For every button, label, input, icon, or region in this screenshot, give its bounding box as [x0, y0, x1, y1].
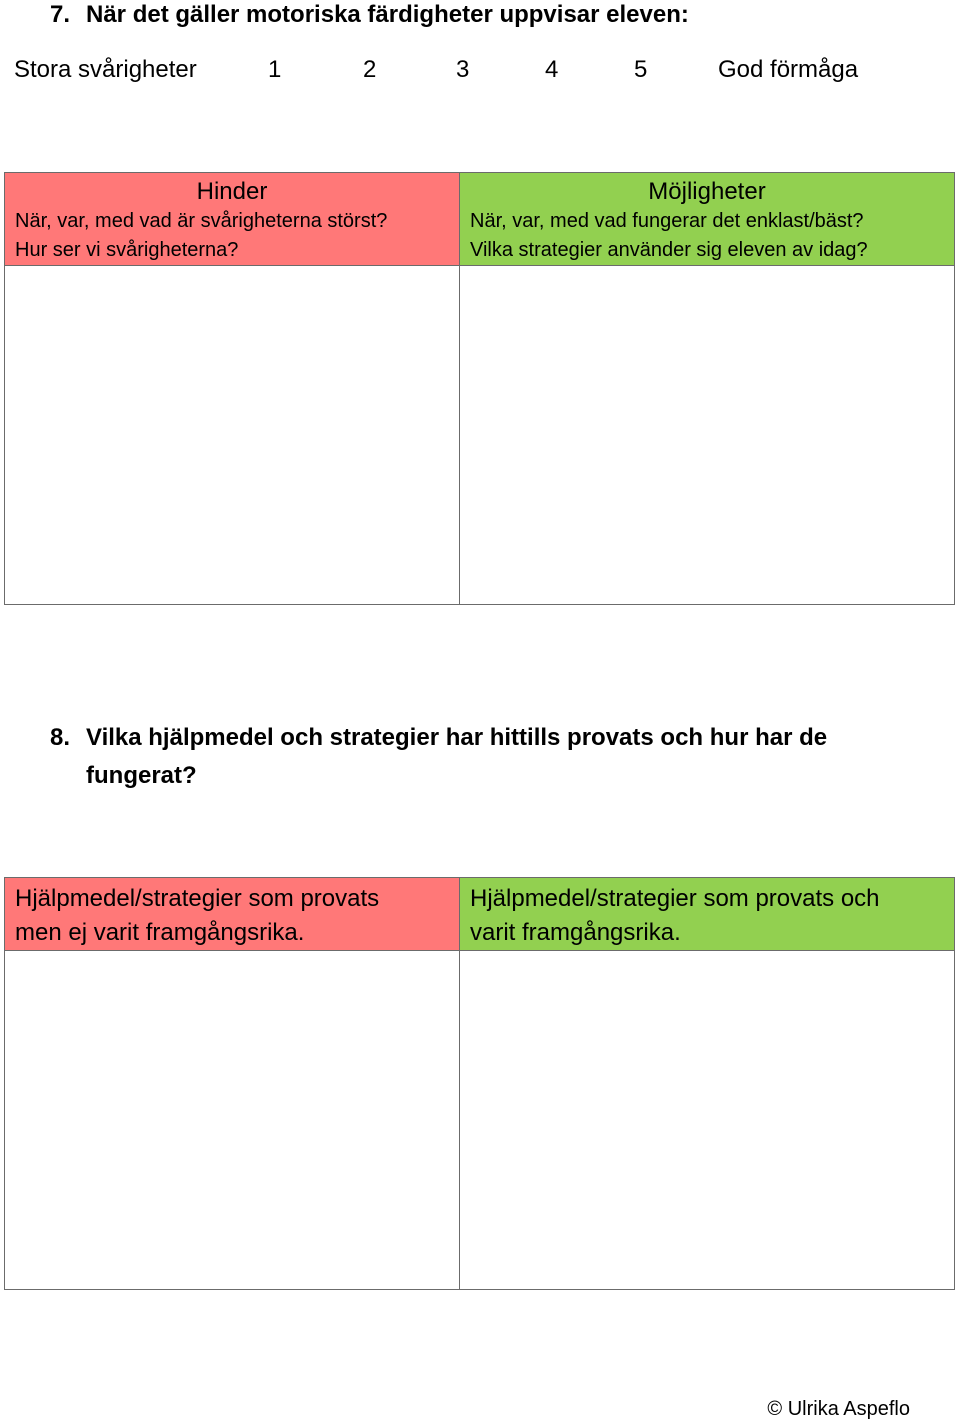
scale-step-4: 4 [545, 56, 559, 83]
successful-strategies-line-1: Hjälpmedel/strategier som provats och [470, 885, 880, 912]
mojligheter-question-1: När, var, med vad fungerar det enklast/bäst? [470, 210, 864, 232]
successful-strategies-header [460, 878, 955, 951]
hinder-header [5, 173, 460, 266]
hinder-question-2: Hur ser vi svårigheterna? [15, 239, 239, 261]
hinder-answer-area[interactable] [5, 266, 460, 605]
strategies-table [4, 877, 955, 1290]
unsuccessful-strategies-header [5, 878, 460, 951]
scale-high-label: God förmåga [718, 56, 859, 83]
scale-low-label: Stora svårigheter [14, 56, 197, 83]
question-8-number: 8. [50, 724, 71, 751]
mojligheter-title: Möjligheter [648, 178, 766, 205]
question-8-title: Vilka hjälpmedel och strategier har hittills provats och hur har de fungerat? [86, 724, 828, 789]
mojligheter-answer-area[interactable] [460, 266, 955, 605]
unsuccessful-strategies-line-2: men ej varit framgångsrika. [15, 919, 305, 946]
question-7-heading [50, 0, 689, 34]
unsuccessful-strategies-answer-area[interactable] [5, 951, 460, 1290]
hinder-title: Hinder [196, 178, 268, 205]
copyright-footer: © Ulrika Aspeflo [767, 1398, 910, 1420]
mojligheter-header [460, 173, 955, 266]
successful-strategies-answer-area[interactable] [460, 951, 955, 1290]
hinder-mojligheter-table [4, 172, 955, 605]
rating-scale [0, 56, 960, 90]
question-7-number: 7. [50, 1, 71, 28]
question-7-title: När det gäller motoriska färdigheter uppvisar eleven: [86, 1, 689, 28]
successful-strategies-line-2: varit framgångsrika. [470, 919, 681, 946]
scale-step-2: 2 [363, 56, 377, 83]
scale-step-5: 5 [634, 56, 648, 83]
question-8-heading [50, 719, 880, 795]
hinder-question-1: När, var, med vad är svårigheterna störst? [15, 210, 388, 232]
scale-step-1: 1 [268, 56, 282, 83]
scale-step-3: 3 [456, 56, 470, 83]
unsuccessful-strategies-line-1: Hjälpmedel/strategier som provats [15, 885, 380, 912]
mojligheter-question-2: Vilka strategier använder sig eleven av idag? [470, 239, 868, 261]
